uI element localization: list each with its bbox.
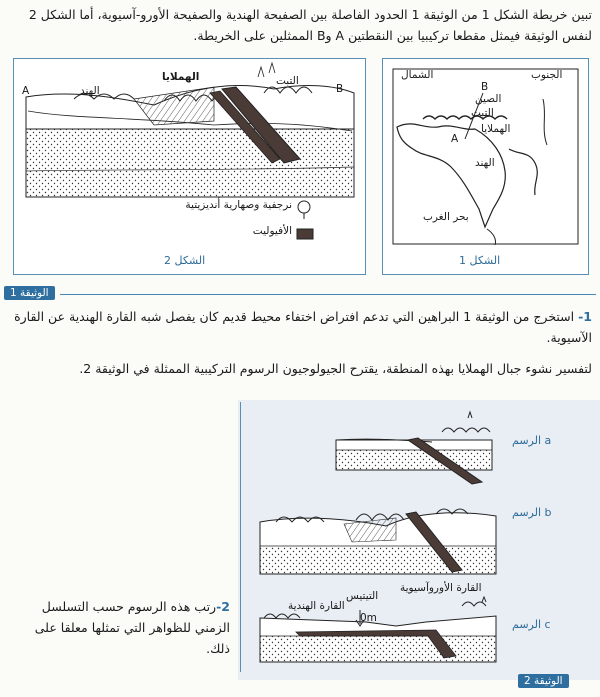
diagram-b: [256, 496, 500, 586]
question-2: [8, 596, 230, 659]
figure-2-caption: الشكل 2: [164, 254, 206, 267]
diagram-c-label-eurasian: القارة الأوروآسيوية: [400, 582, 482, 594]
intro-line-1: تبين خريطة الشكل 1 من الوثيقة 1 الحدود الفاصلة بين الصفيحة الهندية والصفيحة الأورو-آسيوية، أما الشكل 2: [28, 7, 592, 22]
question-1-line-1: استخرج من الوثيقة 1 البراهين التي تدعم افتراض اختفاء محيط قديم كان يفصل شبه القارة الهندية عن القارة: [14, 309, 575, 324]
question-1-line-2: الآسيوية.: [546, 330, 592, 345]
intro-line-2: لنفس الوثيقة فيمثل مقطعا تركيبيا بين النقطتين A وB الممثلين على الخريطة.: [193, 28, 592, 43]
diagram-b-label: الرسم b: [512, 506, 552, 519]
diagram-a-label: الرسم a: [512, 434, 552, 447]
map-label-china: الصين: [475, 93, 502, 105]
doc1-divider: [60, 294, 596, 295]
question-2-line-2: الزمني للظواهر التي تمثلها معلقا على: [34, 620, 230, 635]
diagram-c-label-zero: 0m: [360, 612, 377, 624]
diagram-c-label: الرسم c: [512, 618, 551, 631]
context-text: لتفسير نشوء جبال الهملايا بهذه المنطقة، يقترح الجيولوجيون الرسوم التركيبية الممثلة في الوثيقة 2.: [79, 361, 592, 376]
map-point-a: A: [451, 133, 459, 145]
diagram-a: [332, 410, 496, 488]
figure-2-panel: [13, 58, 366, 275]
legend-ophiolite: الأفيوليت: [252, 225, 292, 237]
map-label-india: الهند: [475, 157, 495, 169]
fig2-point-b: B: [336, 83, 344, 95]
figure-1-panel: [382, 58, 589, 275]
question-2-number: 2-: [216, 599, 230, 614]
doc1-tag: الوثيقة 1: [4, 286, 55, 300]
map-label-sea: بحر الغرب: [423, 211, 469, 223]
fig2-point-a: A: [22, 85, 30, 97]
question-1: [8, 306, 592, 348]
legend-volcanic: نرجفية وصهارية أنديزيتية: [185, 199, 292, 211]
map-point-b: B: [481, 81, 489, 93]
question-1-number: 1-: [578, 309, 592, 324]
map-label-north: الشمال: [401, 69, 434, 81]
diagram-c-label-tethys: التيتيس: [346, 590, 379, 602]
fig2-label-himalaya: الهملايا: [162, 71, 200, 83]
diagram-c-label-indian: القارة الهندية: [288, 600, 345, 612]
doc2-border: [240, 402, 241, 672]
fig2-label-tibet: التبت: [276, 75, 299, 87]
intro-paragraph: [8, 4, 592, 46]
doc2-tag: الوثيقة 2: [518, 674, 569, 688]
map-label-tibet: التبت: [471, 107, 494, 119]
fig2-label-india: الهند: [80, 85, 100, 97]
map-label-himalaya: الهملايا: [481, 123, 511, 135]
figure-1-caption: الشكل 1: [459, 254, 501, 267]
cross-section-diagram: [14, 59, 365, 274]
question-2-line-3: ذلك.: [206, 641, 230, 656]
question-2-line-1: رتب هذه الرسوم حسب التسلسل: [41, 599, 217, 614]
map-label-south: الجنوب: [531, 69, 563, 81]
